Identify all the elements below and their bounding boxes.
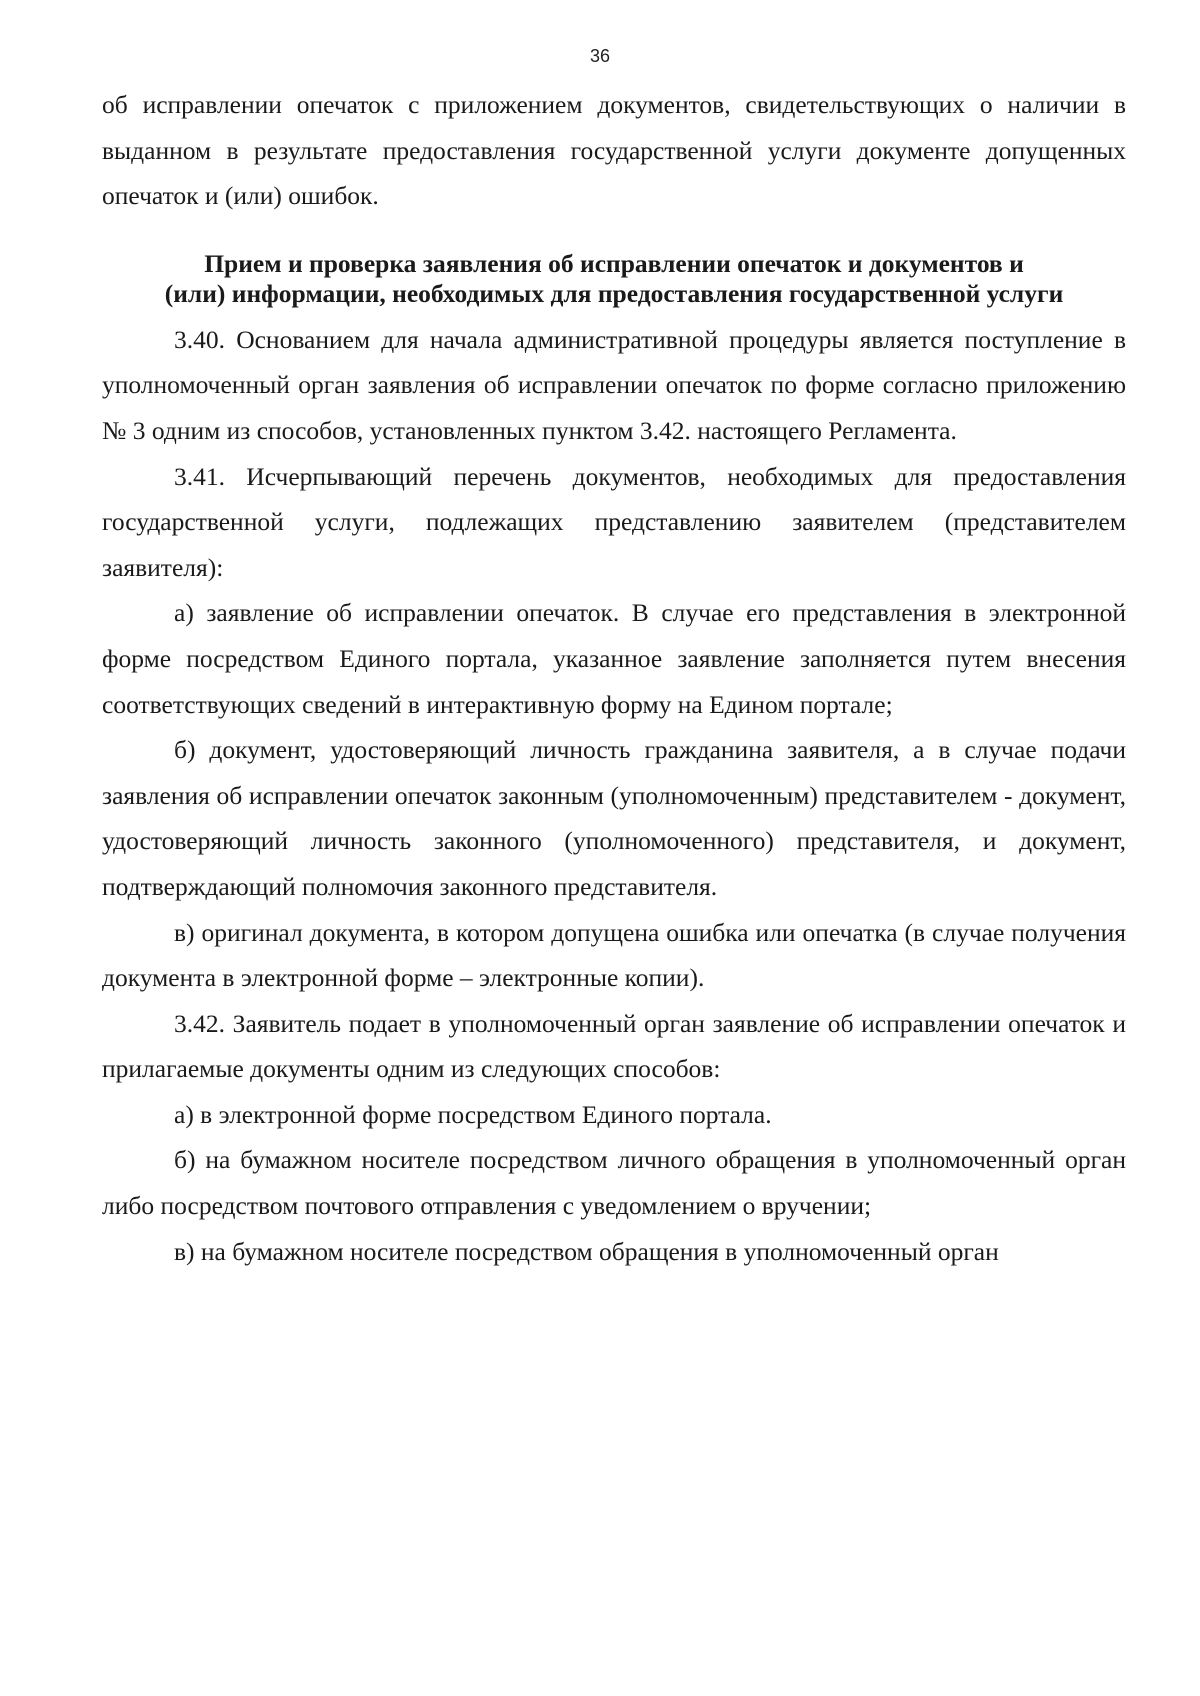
paragraph-3-42-v: в) на бумажном носителе посредством обращения в уполномоченный орган bbox=[174, 1236, 999, 1266]
section-heading bbox=[102, 249, 1126, 309]
paragraph-3-40: 3.40. Основанием для начала административной процедуры является поступление в уполномоченный орган заявления об исправлении опечаток по форме согласно приложению № 3 одним из способов, установленных пунктом 3.42. настоящего Регламента. bbox=[102, 324, 1126, 445]
paragraph-3-41-b: б) документ, удостоверяющий личность гражданина заявителя, а в случае подачи заявления об исправлении опечаток законным (уполномоченным) представителем - документ, удостоверяющий личность законного (уполномоченного) представителя, и документ, подтверждающий полномочия законного представителя. bbox=[102, 735, 1126, 901]
paragraph-3-42-b: б) на бумажном носителе посредством личного обращения в уполномоченный орган либо посредством почтового отправления с уведомлением о вручении; bbox=[102, 1145, 1126, 1221]
paragraph-3-42: 3.42. Заявитель подает в уполномоченный орган заявление об исправлении опечаток и прилагаемые документы одним из следующих способов: bbox=[102, 1008, 1126, 1084]
section-heading-line-1: Прием и проверка заявления об исправлении опечаток и документов и bbox=[204, 248, 1024, 278]
continuation-paragraph: об исправлении опечаток с приложением документов, свидетельствующих о наличии в выданном в результате предоставления государственной услуги документе допущенных опечаток и (или) ошибок. bbox=[102, 90, 1126, 211]
paragraph-3-42-a: а) в электронной форме посредством Единого портала. bbox=[174, 1099, 772, 1129]
paragraph-3-41-v: в) оригинал документа, в котором допущена ошибка или опечатка (в случае получения документа в электронной форме – электронные копии). bbox=[102, 917, 1126, 993]
paragraph-3-41-a: а) заявление об исправлении опечаток. В случае его представления в электронной форме посредством Единого портала, указанное заявление заполняется путем внесения соответствующих сведений в интерактивную форму на Едином портале; bbox=[102, 598, 1126, 719]
paragraph-3-41: 3.41. Исчерпывающий перечень документов, необходимых для предоставления государственной услуги, подлежащих представлению заявителем (представителем заявителя): bbox=[102, 461, 1126, 582]
document-body bbox=[102, 82, 1126, 1274]
page-number: 36 bbox=[589, 46, 611, 66]
section-heading-line-2: (или) информации, необходимых для предоставления государственной услуги bbox=[164, 278, 1064, 308]
